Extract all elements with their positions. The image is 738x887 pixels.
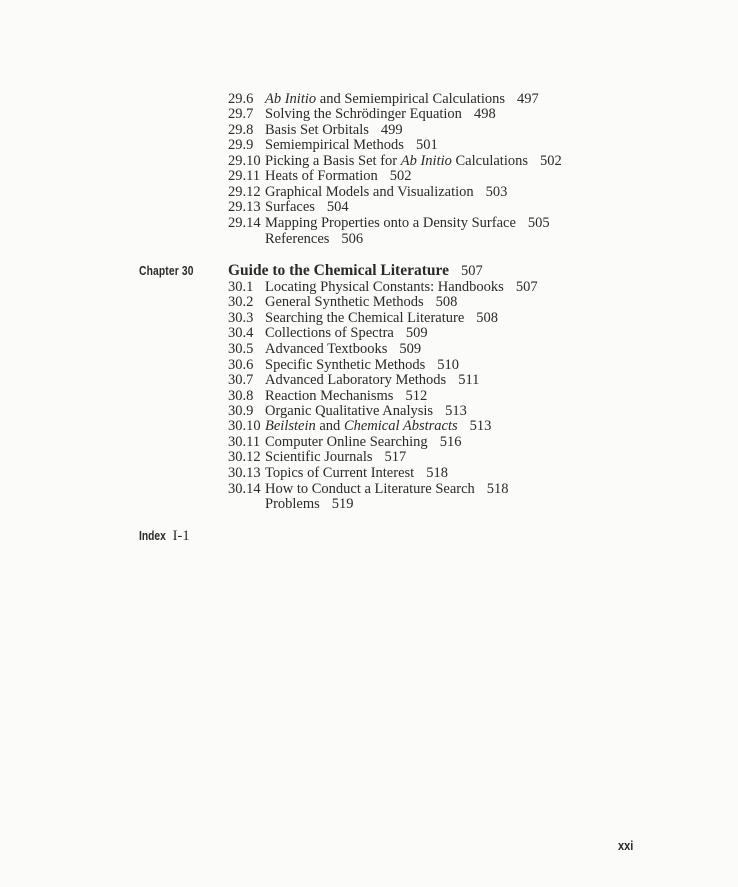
page-number: 497 bbox=[517, 91, 539, 107]
section-number: 29.14 bbox=[228, 215, 261, 231]
section-title: Surfaces 504 bbox=[265, 199, 349, 215]
page-number: 498 bbox=[473, 106, 496, 122]
section-title: Reaction Mechanisms 512 bbox=[265, 388, 428, 404]
chapter-label: Chapter 30 bbox=[139, 264, 194, 278]
section-title: Heats of Formation 502 bbox=[265, 168, 412, 184]
section-number: 30.9 bbox=[228, 403, 254, 419]
section-title: Basis Set Orbitals 499 bbox=[265, 122, 403, 138]
section-number: 29.11 bbox=[228, 168, 261, 184]
page-number: 509 bbox=[405, 325, 428, 341]
section-number: 30.8 bbox=[228, 388, 254, 404]
section-number: 29.8 bbox=[228, 122, 254, 138]
page-number: 517 bbox=[384, 449, 407, 465]
problems-entry: Problems 519 bbox=[265, 496, 354, 512]
index-entry bbox=[139, 528, 190, 544]
page-number: 501 bbox=[415, 137, 438, 153]
page-number: 507 bbox=[515, 279, 538, 295]
page-number: 511 bbox=[458, 372, 480, 388]
section-title: Ab Initio and Semiempirical Calculations 497 bbox=[265, 91, 539, 107]
section-number: 30.6 bbox=[228, 357, 254, 373]
section-title: Scientific Journals 517 bbox=[265, 449, 407, 465]
section-title: Mapping Properties onto a Density Surface 505 bbox=[265, 215, 550, 231]
section-title: Advanced Textbooks 509 bbox=[265, 341, 422, 357]
page-number: 513 bbox=[469, 418, 492, 434]
folio-page-number: xxi bbox=[618, 838, 634, 853]
section-number: 30.11 bbox=[228, 434, 261, 450]
section-number: 29.6 bbox=[228, 91, 254, 107]
chapter-title: Guide to the Chemical Literature 507 bbox=[228, 262, 483, 279]
section-title: General Synthetic Methods 508 bbox=[265, 294, 458, 310]
section-title: Locating Physical Constants: Handbooks 507 bbox=[265, 279, 538, 295]
section-number: 30.12 bbox=[228, 449, 261, 465]
page-number: 513 bbox=[445, 403, 467, 419]
page-number: 512 bbox=[405, 388, 428, 404]
index-label: Index bbox=[139, 529, 166, 543]
references-entry: References 506 bbox=[265, 231, 364, 247]
page-number: 509 bbox=[399, 341, 422, 357]
section-title: Picking a Basis Set for Ab Initio Calculations 502 bbox=[265, 153, 562, 169]
section-number: 29.7 bbox=[228, 106, 254, 122]
section-number: 30.14 bbox=[228, 481, 261, 497]
section-number: 30.7 bbox=[228, 372, 254, 388]
section-title: Solving the Schrödinger Equation 498 bbox=[265, 106, 496, 122]
page-number: 516 bbox=[439, 434, 462, 450]
section-title: Advanced Laboratory Methods 511 bbox=[265, 372, 480, 388]
section-title: Topics of Current Interest 518 bbox=[265, 465, 448, 481]
page-number: 508 bbox=[435, 294, 458, 310]
section-title: Beilstein and Chemical Abstracts 513 bbox=[265, 418, 492, 434]
section-number: 29.12 bbox=[228, 184, 261, 200]
section-number: 30.3 bbox=[228, 310, 254, 326]
page-number: 502 bbox=[389, 168, 412, 184]
page-number: 499 bbox=[380, 122, 403, 138]
section-title: Computer Online Searching 516 bbox=[265, 434, 462, 450]
page-number: 506 bbox=[341, 231, 364, 247]
page-number: 504 bbox=[326, 199, 349, 215]
section-title: Specific Synthetic Methods 510 bbox=[265, 357, 460, 373]
section-number: 29.9 bbox=[228, 137, 254, 153]
section-title: Graphical Models and Visualization 503 bbox=[265, 184, 508, 200]
page-number: 508 bbox=[476, 310, 499, 326]
section-number: 30.5 bbox=[228, 341, 254, 357]
section-number: 30.1 bbox=[228, 279, 254, 295]
section-number: 30.10 bbox=[228, 418, 261, 434]
section-number: 30.13 bbox=[228, 465, 261, 481]
section-number: 30.4 bbox=[228, 325, 254, 341]
page-number: 518 bbox=[426, 465, 448, 481]
page-number: 502 bbox=[540, 153, 562, 169]
section-title: Semiempirical Methods 501 bbox=[265, 137, 438, 153]
page-number: I-1 bbox=[172, 528, 190, 544]
page-number: 510 bbox=[437, 357, 460, 373]
page-number: 519 bbox=[331, 496, 354, 512]
section-number: 29.10 bbox=[228, 153, 261, 169]
page-number: 507 bbox=[460, 263, 483, 279]
page-number: 505 bbox=[527, 215, 550, 231]
section-title: Organic Qualitative Analysis 513 bbox=[265, 403, 467, 419]
page-number: 518 bbox=[486, 481, 509, 497]
section-number: 29.13 bbox=[228, 199, 261, 215]
section-title: Searching the Chemical Literature 508 bbox=[265, 310, 499, 326]
page-number: 503 bbox=[485, 184, 508, 200]
section-title: How to Conduct a Literature Search 518 bbox=[265, 481, 509, 497]
section-number: 30.2 bbox=[228, 294, 254, 310]
section-title: Collections of Spectra 509 bbox=[265, 325, 428, 341]
